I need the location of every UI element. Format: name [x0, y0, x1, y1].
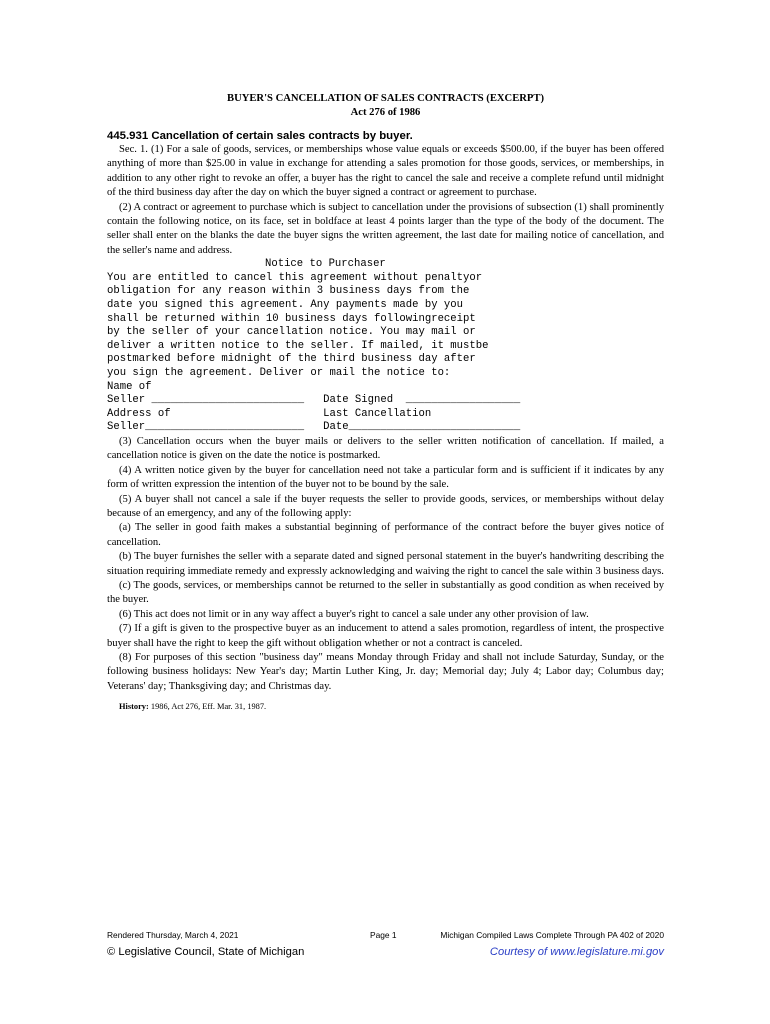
paragraph-1: Sec. 1. (1) For a sale of goods, services, or memberships whose value equals or exceeds $500.00, if the buyer has been offered anything of more than $25.00 in value in exchange for attending a sales promotion for those goods, services, or memberships, in addition to any other right to revoke an offer, a buyer has the right to cancel the sale and receive a complete refund until midnight of the third business day after the day on which the buyer signed a contract or agreement to purchase. [107, 144, 664, 199]
compiled-laws-note: Michigan Compiled Laws Complete Through PA 402 of 2020 [440, 930, 664, 940]
document-page [107, 92, 664, 715]
notice-to-purchaser [107, 258, 664, 435]
legislative-council: © Legislative Council, State of Michigan [107, 946, 305, 958]
paragraph-5c: (c) The goods, services, or memberships cannot be returned to the seller in substantially as good condition as when received by the buyer. [107, 580, 664, 606]
notice-title: Notice to Purchaser [265, 258, 386, 271]
document-title-block [107, 92, 664, 120]
section-heading: 445.931 Cancellation of certain sales contracts by buyer. [107, 130, 413, 142]
paragraph-5b: (b) The buyer furnishes the seller with a separate dated and signed personal statement in the buyer's handwriting describing the situation requiring immediate remedy and expressly acknowledging and waiving the right to cancel the sale within 3 business days. [107, 551, 664, 577]
history-text: 1986, Act 276, Eff. Mar. 31, 1987. [148, 702, 267, 712]
history-label: History: [119, 702, 149, 712]
paragraph-7: (7) If a gift is given to the prospective buyer as an inducement to attend a sales promotion, regardless of intent, the prospective buyer shall have the right to keep the gift without obligation whether or not a contract is canceled. [107, 623, 664, 649]
history-note [107, 700, 664, 714]
paragraph-6: (6) This act does not limit or in any way affect a buyer's right to cancel a sale under any other provision of law. [119, 608, 589, 620]
page-footer [107, 930, 664, 966]
paragraph-8: (8) For purposes of this section "business day" means Monday through Friday and shall not include Saturday, Sunday, or the following business holidays: New Year's day; Martin Luther King, Jr. day; Memorial day; July 4; Labor day; Columbus day; Veterans' day; Thanksgiving day; and Christmas day. [107, 652, 664, 692]
paragraph-5: (5) A buyer shall not cancel a sale if the buyer requests the seller to provide goods, services, or memberships without delay because of an emergency, and any of the following apply: [107, 493, 664, 519]
paragraph-4: (4) A written notice given by the buyer for cancellation need not take a particular form and is sufficient if it indicates by any form of written expression the intention of the buyer not to be bound by the sale. [107, 464, 664, 491]
act-subtitle: Act 276 of 1986 [350, 107, 421, 118]
paragraph-5a: (a) The seller in good faith makes a substantial beginning of performance of the contract before the buyer gives notice of cancellation. [107, 522, 664, 548]
courtesy-link[interactable]: Courtesy of www.legislature.mi.gov [489, 946, 664, 958]
notice-body: You are entitled to cancel this agreement without penaltyor obligation for any reason within 3 business days from the date you signed this agreement. Any payments made by you shall be returned within 10 business days followingreceipt by the seller of your cancellation notice. You may mail or deliver a written notice to the seller. If mailed, it mustbe postmarked before midnight of the third business day after you sign the agreement. Deliver or mail the notice to: Name of Seller ________________________ Date Signed __________________ Address of Last Cancellation Seller_________________________ Date___________________________ [107, 271, 521, 434]
paragraph-3: (3) Cancellation occurs when the buyer mails or delivers to the seller written notification of cancellation. If mailed, a cancellation notice is given on the date the notice is postmarked. [107, 435, 664, 462]
page-number: Page 1 [370, 930, 397, 940]
paragraph-2: (2) A contract or agreement to purchase which is subject to cancellation under the provisions of subsection (1) shall prominently contain the following notice, on its face, set in boldface at least 4 points larger than the type of the body of the document. The seller shall enter on the blanks the date the buyer signs the written agreement, the last date for mailing notice of cancellation, and the seller's name and address. [107, 201, 664, 256]
rendered-date: Rendered Thursday, March 4, 2021 [107, 930, 239, 940]
document-title: BUYER'S CANCELLATION OF SALES CONTRACTS (EXCERPT) [227, 93, 544, 104]
